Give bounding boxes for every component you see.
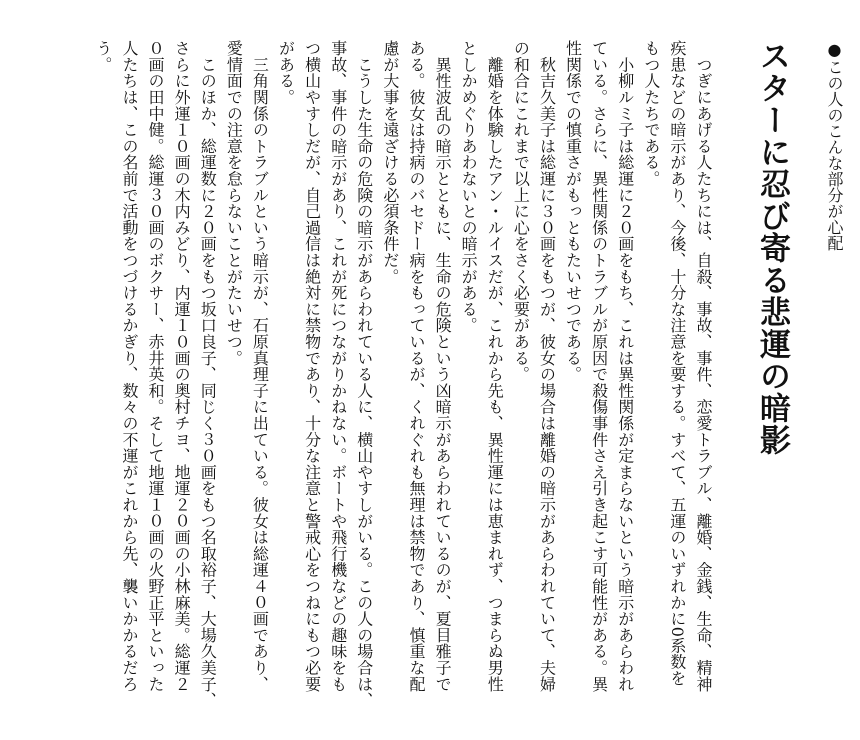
body-line: う。: [93, 40, 113, 73]
body-line: このほか、総運数に２０画をもつ坂口良子、同じく３０画をもつ名取裕子、大場久美子、: [198, 40, 218, 709]
body-line: 小柳ルミ子は総運に２０画をもち、これは異性関係が定まらないという暗示があらわれ: [615, 40, 635, 692]
body-line: としかめぐりあわないとの暗示がある。: [459, 40, 479, 334]
body-line: 事故、事件の暗示があり、これが死につながりかねない。ボートや飛行機などの趣味をも: [328, 40, 348, 692]
section-kicker: ●この人のこんな部分が心配: [825, 40, 844, 251]
body-line: ０画の田中健。総運３０画のボクサー、赤井英和。そして地運１０画の火野正平といった: [146, 40, 166, 692]
body-line: つぎにあげる人たちには、自殺、事故、事件、恋愛トラブル、離婚、金銭、生命、精神: [694, 40, 713, 692]
body-line: がある。: [276, 40, 296, 106]
body-line: 疾患などの暗示があり、今後、十分な注意を要する。すべて、五運のいずれかに0系数を: [667, 40, 687, 687]
article-headline: スターに忍び寄る悲運の暗影: [754, 40, 790, 456]
body-line: 秋吉久美子は総運に３０画をもつが、彼女の場合は離婚の暗示があらわれていて、夫婦: [537, 40, 557, 692]
body-line: 離婚を体験したアン・ルイスだが、これから先も、異性運には恵まれず、つまらぬ男性: [485, 40, 505, 692]
body-line: 慮が大事を遠ざける必須条件だ。: [380, 40, 400, 285]
body-line: もつ人たちである。: [641, 40, 661, 187]
body-line: つ横山やすしだが、自己過信は絶対に禁物であり、十分な注意と警戒心をつねにもつ必要: [302, 40, 322, 692]
body-line: ある。彼女は持病のバセドー病をもっているが、くれぐれも無理は禁物であり、慎重な配: [406, 40, 426, 692]
body-line: の和合にこれまで以上に心をさく必要がある。: [511, 40, 531, 383]
body-line: 異性波乱の暗示とともに、生命の危険という凶暗示があらわれているのが、夏目雅子で: [433, 40, 453, 692]
body-line: 性関係での慎重さがもっともたいせつである。: [563, 40, 583, 383]
article-body: [16, 40, 716, 720]
body-line: 三角関係のトラブルという暗示が、石原真理子に出ている。彼女は総運４０画であり、: [250, 40, 270, 692]
body-line: さらに外運１０画の木内みどり、内運１０画の奥村チヨ、地運２０画の小林麻美。総運２: [172, 40, 192, 692]
body-line: ている。さらに、異性関係のトラブルが原因で殺傷事件さえ引き起こす可能性がある。異: [589, 40, 609, 692]
body-line: こうした生命の危険の暗示があらわれている人に、横山やすしがいる。この人の場合は、: [354, 40, 374, 709]
body-line: 人たちは、この名前で活動をつづけるかぎり、数々の不運がこれから先、襲いかかるだろ: [119, 40, 139, 692]
body-line: 愛情面での注意を怠らないことがたいせつ。: [224, 40, 244, 366]
